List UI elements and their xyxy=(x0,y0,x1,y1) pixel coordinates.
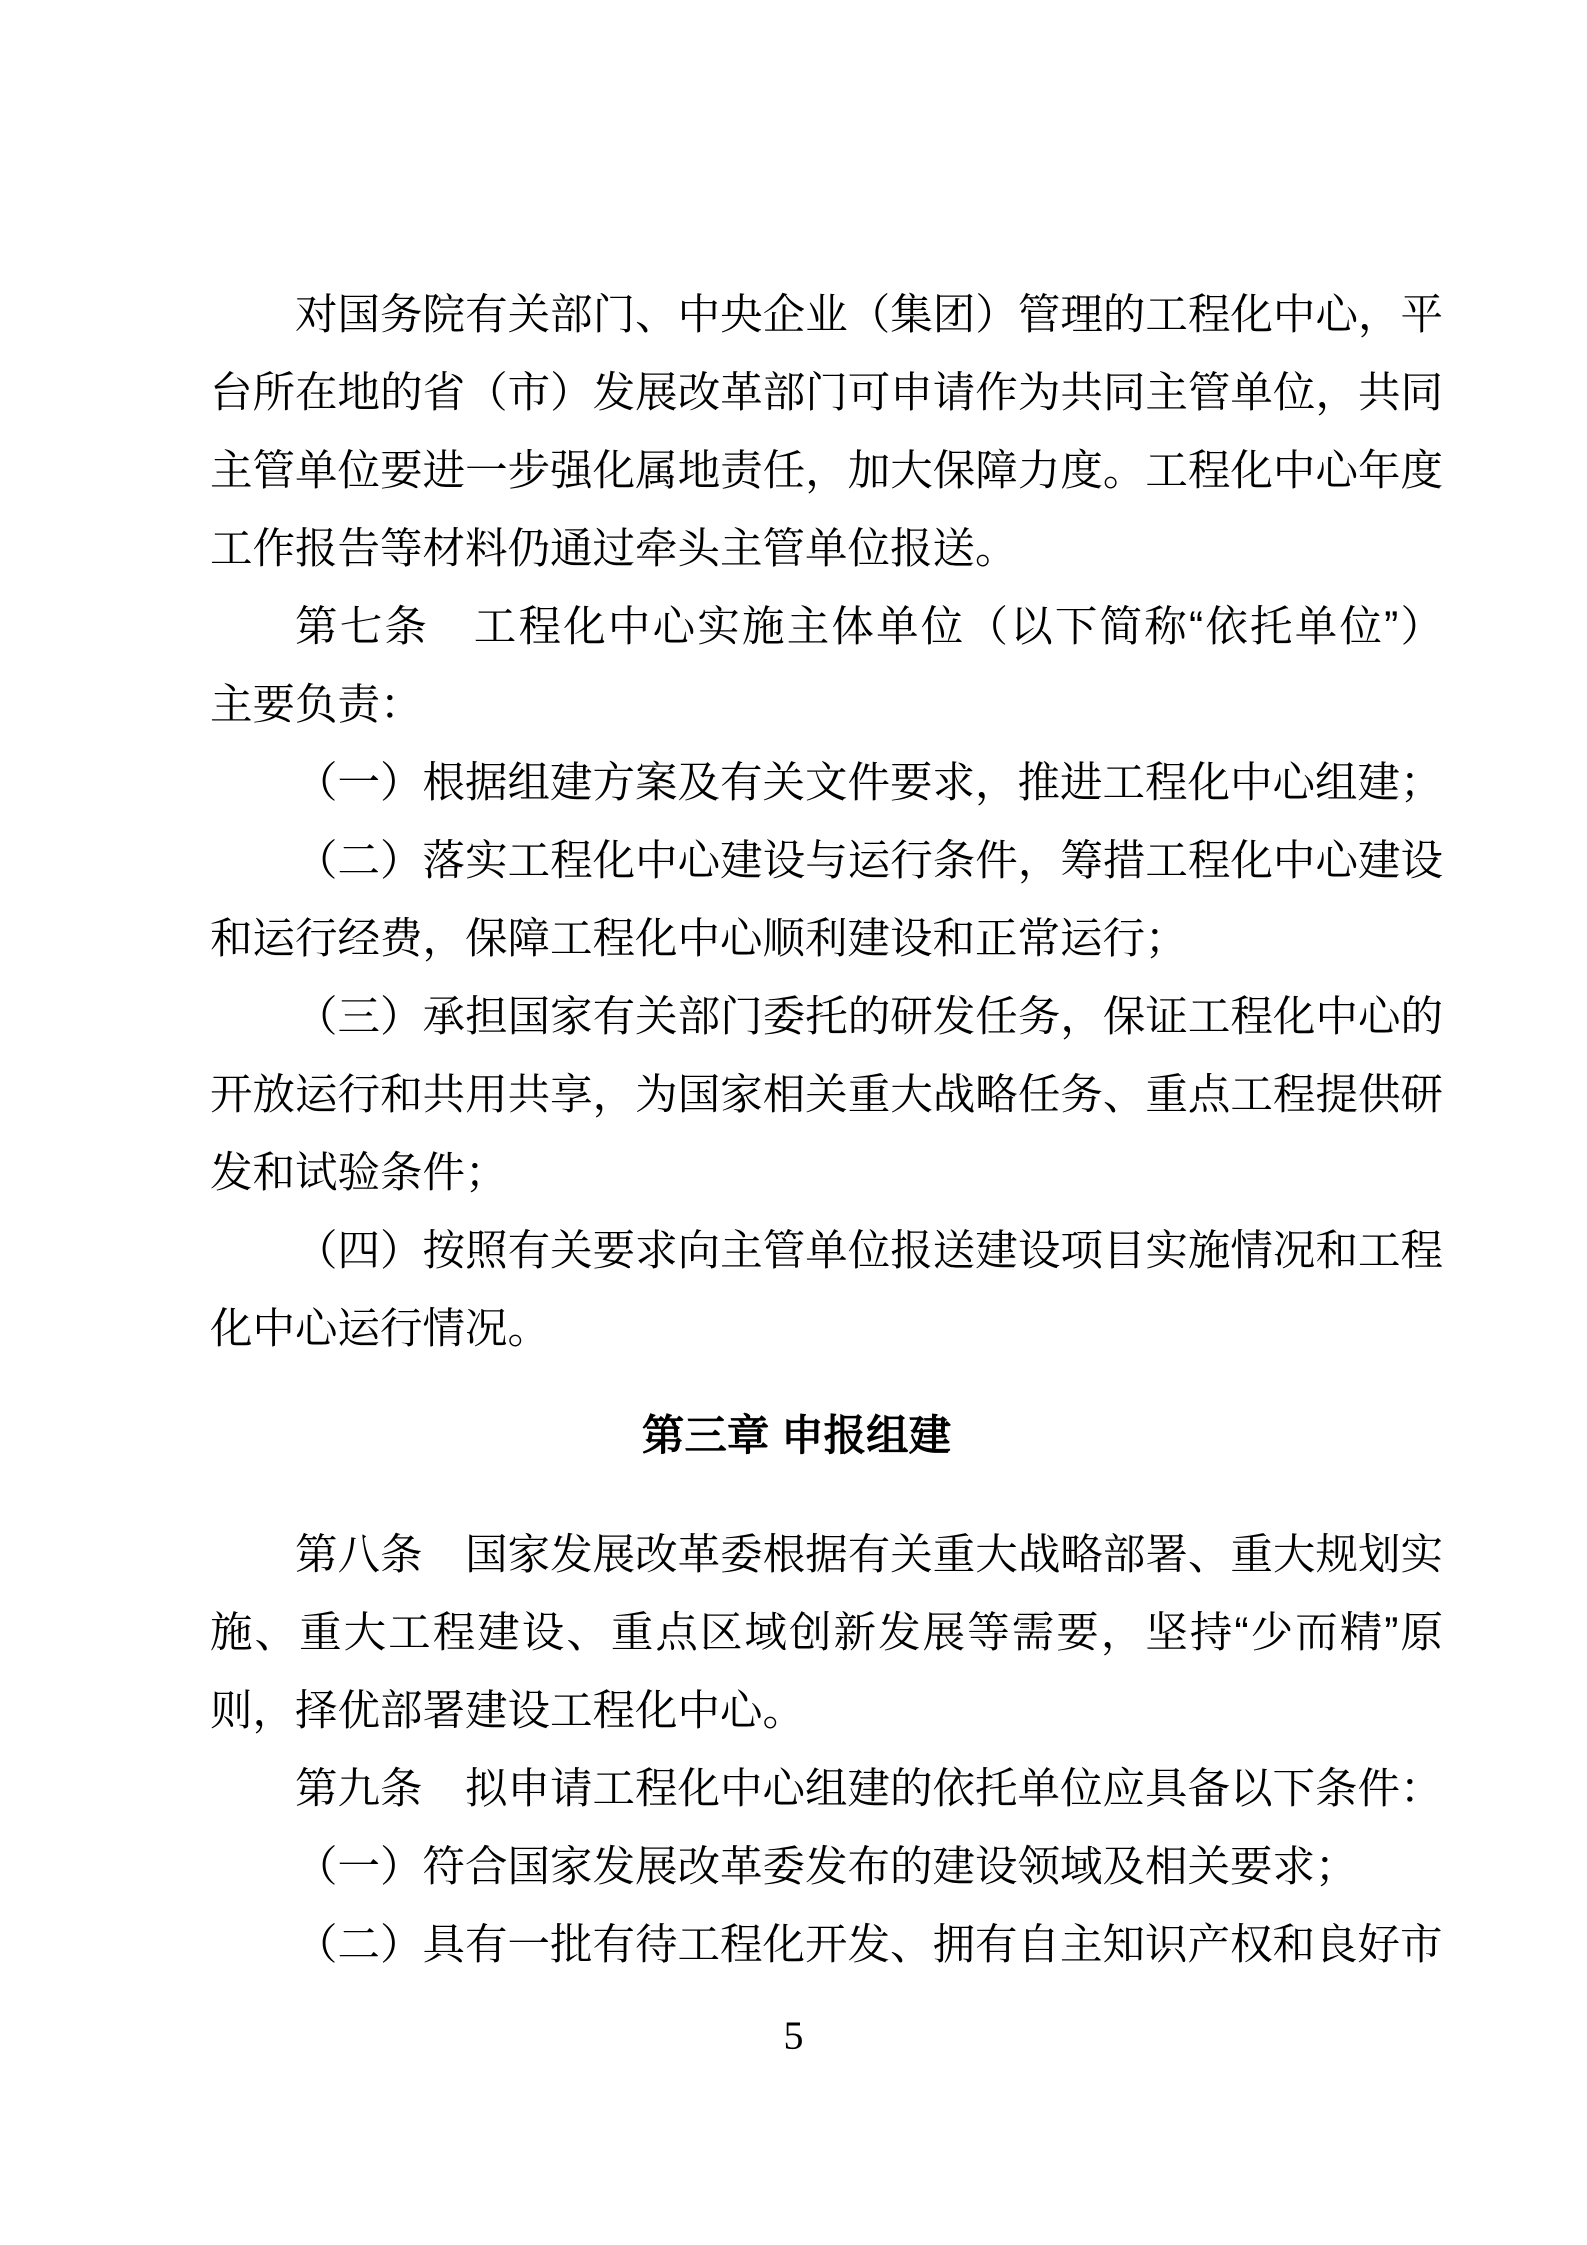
text-line: 施、重大工程建设、重点区域创新发展等需要，坚持“少而精”原 xyxy=(210,1610,1443,1657)
text-line: 开放运行和共用共享，为国家相关重大战略任务、重点工程提供研 xyxy=(210,1072,1443,1119)
text-line: （二）落实工程化中心建设与运行条件，筹措工程化中心建设 xyxy=(295,838,1443,885)
document-body xyxy=(210,277,1443,1985)
text-line: （三）承担国家有关部门委托的研发任务，保证工程化中心的 xyxy=(295,994,1443,1041)
text-line: 第七条 工程化中心实施主体单位（以下简称“依托单位”） xyxy=(295,604,1443,651)
text-line: （二）具有一批有待工程化开发、拥有自主知识产权和良好市 xyxy=(295,1922,1443,1969)
text-line: 化中心运行情况。 xyxy=(210,1306,551,1353)
chapter-heading: 第三章 申报组建 xyxy=(641,1413,952,1460)
text-line: 主要负责： xyxy=(210,682,423,729)
text-line: 发和试验条件； xyxy=(210,1150,508,1197)
text-line: 台所在地的省（市）发展改革部门可申请作为共同主管单位，共同 xyxy=(210,370,1443,417)
text-line: 对国务院有关部门、中央企业（集团）管理的工程化中心，平 xyxy=(295,292,1443,339)
text-line: 主管单位要进一步强化属地责任，加大保障力度。工程化中心年度 xyxy=(210,448,1443,495)
text-line: 第九条 拟申请工程化中心组建的依托单位应具备以下条件： xyxy=(295,1766,1443,1813)
text-line: （一）符合国家发展改革委发布的建设领域及相关要求； xyxy=(295,1844,1358,1891)
text-line: （一）根据组建方案及有关文件要求，推进工程化中心组建； xyxy=(295,760,1443,807)
text-line: 则，择优部署建设工程化中心。 xyxy=(210,1688,806,1735)
text-line: 和运行经费，保障工程化中心顺利建设和正常运行； xyxy=(210,916,1188,963)
text-line: 工作报告等材料仍通过牵头主管单位报送。 xyxy=(210,526,1018,573)
text-line: （四）按照有关要求向主管单位报送建设项目实施情况和工程 xyxy=(295,1228,1443,1275)
text-line: 第八条 国家发展改革委根据有关重大战略部署、重大规划实 xyxy=(295,1532,1443,1579)
page-number: 5 xyxy=(783,2013,804,2058)
